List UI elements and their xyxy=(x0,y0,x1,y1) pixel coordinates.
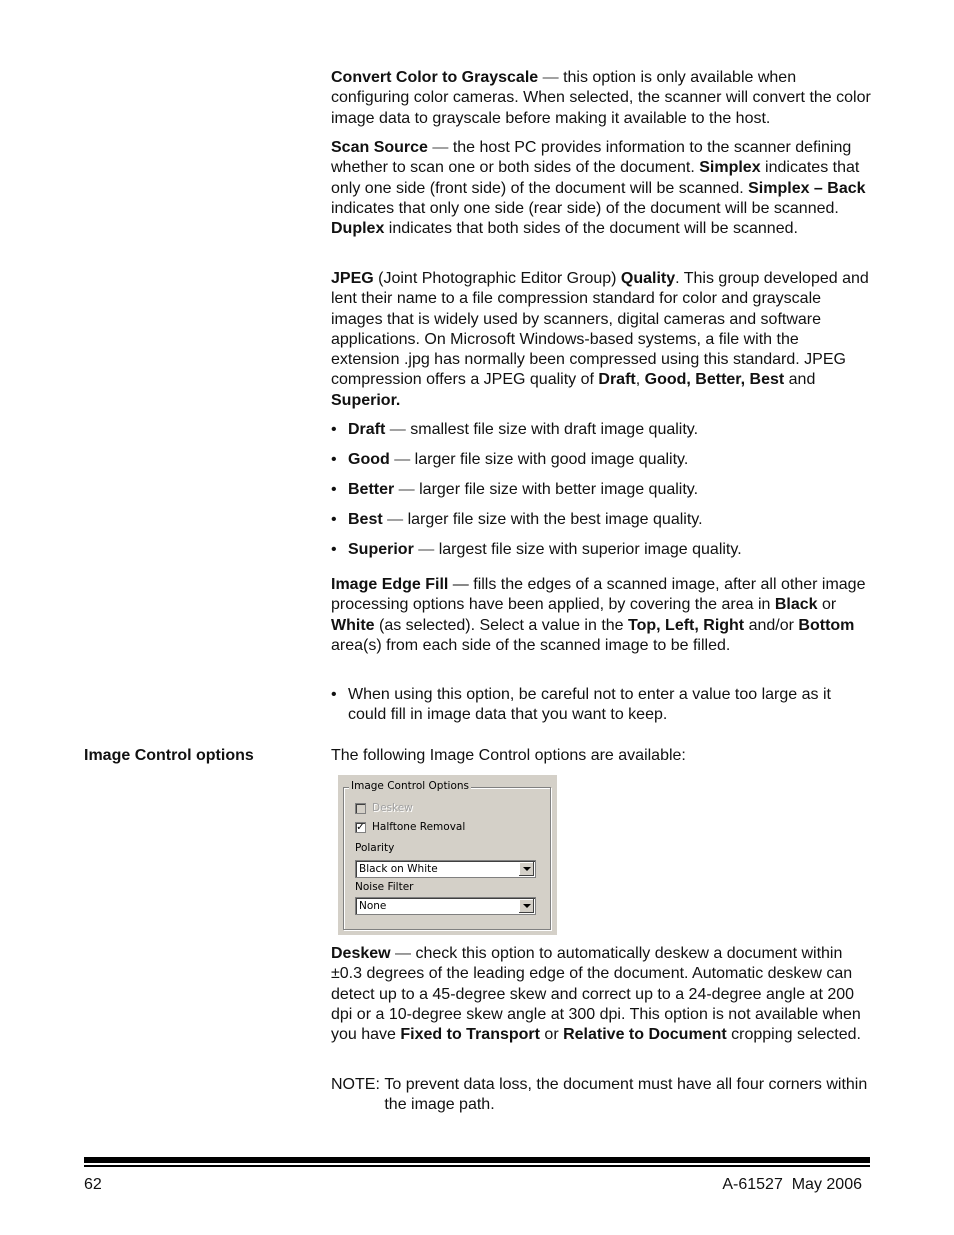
halftone-removal-checkbox-row[interactable] xyxy=(355,820,465,834)
footer-rule-thick xyxy=(84,1157,870,1163)
description: larger file size with good image quality. xyxy=(414,450,689,468)
description: largest file size with superior image quality. xyxy=(438,540,742,558)
description: the host PC provides information to the scanner defining whether to scan one or both sides of the document. xyxy=(331,139,852,177)
term-jpeg: JPEG xyxy=(331,270,374,287)
image-control-options-dialog xyxy=(338,775,557,935)
deskew-checkbox[interactable] xyxy=(355,803,366,814)
description: cropping selected. xyxy=(726,1026,861,1044)
list-item xyxy=(331,450,871,470)
description: larger file size with the best image quality. xyxy=(407,510,703,528)
term-simplex: Simplex xyxy=(699,159,761,177)
term-scan-source: Scan Source xyxy=(331,139,428,156)
polarity-dropdown[interactable] xyxy=(355,860,536,878)
list-item xyxy=(331,480,871,500)
group-title: Image Control Options xyxy=(351,780,470,792)
term: Draft xyxy=(348,421,386,438)
halftone-removal-checkbox[interactable] xyxy=(355,822,366,833)
description: larger file size with better image quality. xyxy=(419,480,699,498)
scan-source-paragraph xyxy=(331,138,871,239)
term-relative-to-document: Relative to Document xyxy=(563,1026,727,1044)
list-item xyxy=(331,420,871,440)
polarity-label: Polarity xyxy=(355,842,395,854)
description: and/or xyxy=(744,616,799,634)
quality-list xyxy=(331,420,871,560)
document-id: A-61527 May 2006 xyxy=(722,1176,862,1193)
page-number: 62 xyxy=(84,1176,102,1193)
image-edge-fill-paragraph xyxy=(331,575,871,656)
edge-fill-caution-list xyxy=(331,685,871,726)
deskew-checkbox-row[interactable] xyxy=(355,801,413,815)
description: — fills the edges of a scanned image, after all other image processing options have been applied, by covering the area in xyxy=(331,576,866,614)
polarity-value: Black on White xyxy=(359,863,438,875)
check-icon: ✓ xyxy=(356,821,365,833)
deskew-label: Deskew xyxy=(372,802,413,814)
list-item: • When using this option, be careful not to enter a value too large as it could fill in image data that you want to keep. xyxy=(331,685,871,726)
em-dash: — xyxy=(413,540,439,558)
list-item xyxy=(331,510,871,530)
description: this option is only available when configuring color cameras. When selected, the scanner will convert the color image data to grayscale before making it available to the host. xyxy=(331,69,871,127)
description: area(s) from each side of the scanned image to be filled. xyxy=(331,636,731,654)
term-black: Black xyxy=(774,596,818,614)
term: Better xyxy=(348,480,395,498)
term-white: White xyxy=(331,616,375,634)
convert-grayscale-paragraph xyxy=(331,68,871,129)
chevron-down-icon[interactable] xyxy=(519,899,534,913)
term-fixed-to-transport: Fixed to Transport xyxy=(400,1026,540,1044)
term: Superior xyxy=(348,540,414,558)
description: . This group developed and lent their name to a file compression standard for color and grayscale images that is widely used by scanners, digital cameras and software applications. On Microsoft Windows-based systems, a file with the extension .jpg has normally been compressed using this standard. JPEG compression offers a JPEG quality of xyxy=(331,270,869,389)
section-heading-image-control: Image Control options xyxy=(84,747,254,764)
jpeg-paragraph xyxy=(331,269,871,411)
description: smallest file size with draft image quality. xyxy=(410,421,699,438)
em-dash: — xyxy=(427,139,453,156)
description: (Joint Photographic Editor Group) xyxy=(373,270,621,287)
description: check this option to automatically deskew a document within ±0.3 degrees of the leading edge of the document. Automatic deskew can detect up to a 45-degree skew and correct up to a 24-degree angle at 200 dpi or a 10-degree skew angle at 300 dpi. This option is not available when you have xyxy=(331,945,861,1044)
term-simplex-back: Simplex – Back xyxy=(748,179,866,197)
deskew-paragraph xyxy=(331,944,871,1045)
em-dash: — xyxy=(385,421,411,438)
list-item xyxy=(331,540,871,560)
chevron-down-icon[interactable] xyxy=(519,862,534,876)
note-text: To prevent data loss, the document must have all four corners within the image path. xyxy=(384,1076,868,1114)
note xyxy=(331,1075,871,1116)
noise-filter-dropdown[interactable] xyxy=(355,897,536,915)
term-good-better-best: Good, Better, Best xyxy=(644,371,785,389)
em-dash: — xyxy=(390,945,416,962)
em-dash: — xyxy=(538,69,564,86)
em-dash: — xyxy=(389,450,415,468)
term-superior: Superior. xyxy=(331,391,401,409)
term-deskew: Deskew xyxy=(331,945,391,962)
term-bottom: Bottom xyxy=(798,616,855,634)
description: indicates that only one side (front side) of the document will be scanned. xyxy=(331,159,860,197)
and-text: and xyxy=(784,371,816,389)
or-text: or xyxy=(817,596,837,614)
intro-text: The following Image Control options are available: xyxy=(331,747,686,764)
noise-filter-label: Noise Filter xyxy=(355,881,414,893)
description: indicates that both sides of the document will be scanned. xyxy=(384,220,798,238)
term-image-edge-fill: Image Edge Fill xyxy=(331,576,449,593)
em-dash: — xyxy=(382,510,408,528)
term: Good xyxy=(348,450,390,468)
term: Best xyxy=(348,510,383,528)
term-duplex: Duplex xyxy=(331,220,385,238)
halftone-removal-label: Halftone Removal xyxy=(372,821,466,833)
term-quality: Quality xyxy=(620,270,676,287)
em-dash: — xyxy=(394,480,420,498)
description: indicates that only one side (rear side) of the document will be scanned. xyxy=(331,199,839,217)
note-label: NOTE: xyxy=(331,1076,385,1093)
term-convert-grayscale: Convert Color to Grayscale xyxy=(331,69,539,86)
noise-filter-value: None xyxy=(359,900,387,912)
description: (as selected). Select a value in the xyxy=(374,616,629,634)
or-text: or xyxy=(539,1026,564,1044)
term-top-left-right: Top, Left, Right xyxy=(628,616,745,634)
image-control-intro xyxy=(331,746,871,766)
comma: , xyxy=(635,371,645,389)
term-draft: Draft xyxy=(598,371,636,389)
footer-rule-thin xyxy=(84,1165,870,1167)
